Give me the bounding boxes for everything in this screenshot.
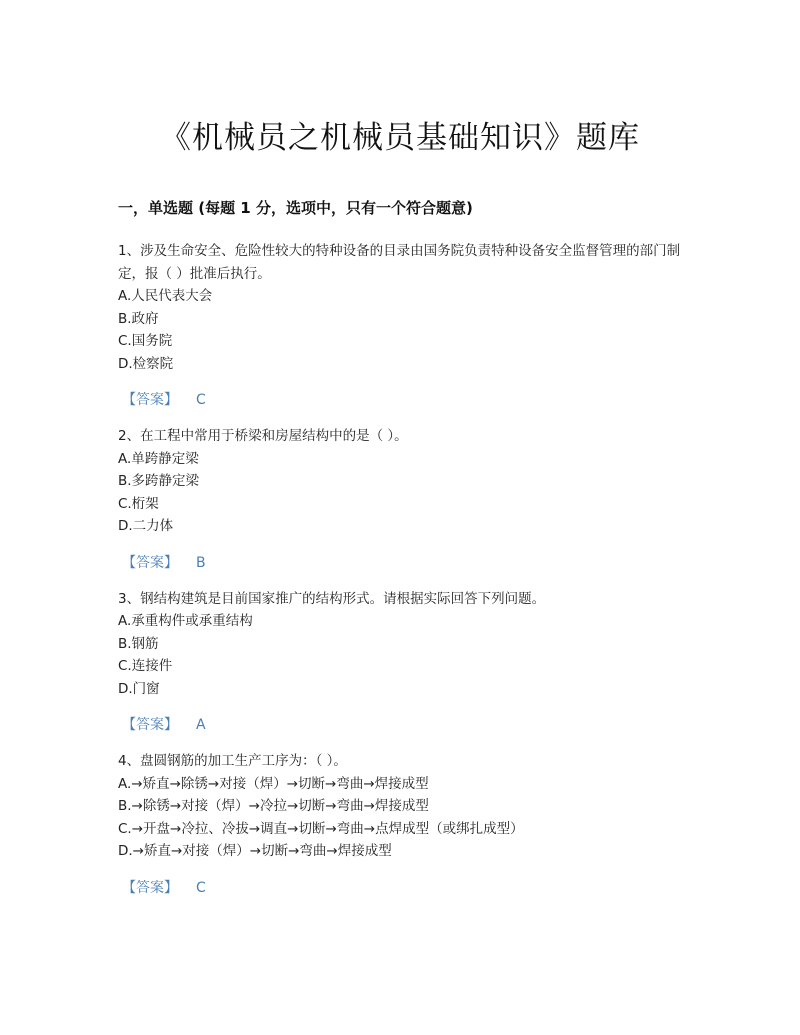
option-d: D.检察院	[118, 355, 174, 372]
question-stem: 1、涉及生命安全、危险性较大的特种设备的目录由国务院负责特种设备安全监督管理的部门制定，报（ ）批准后执行。	[118, 243, 681, 282]
answer-line	[118, 389, 688, 411]
question-list	[118, 240, 688, 913]
answer-label: 【答案】	[122, 717, 178, 733]
question-4	[118, 750, 688, 899]
answer-value: C	[196, 392, 206, 408]
option-d: D.二力体	[118, 518, 174, 534]
answer-line	[118, 714, 688, 736]
answer-value: B	[196, 554, 206, 571]
option-c: C.→开盘→冷拉、冷拔→调直→切断→弯曲→点焊成型（或绑扎成型）	[118, 820, 524, 837]
option-d: D.门窗	[118, 680, 160, 697]
option-a: A.人民代表大会	[118, 288, 213, 304]
answer-value: A	[196, 717, 206, 733]
option-c: C.桁架	[118, 495, 159, 512]
option-b: B.政府	[118, 310, 159, 327]
answer-label: 【答案】	[122, 879, 178, 896]
option-b: B.多跨静定梁	[118, 473, 200, 489]
option-c: C.国务院	[118, 333, 173, 349]
answer-value: C	[196, 879, 206, 896]
question-stem: 3、钢结构建筑是目前国家推广的结构形式。请根据实际回答下列问题。	[118, 590, 546, 607]
question-1	[118, 240, 688, 411]
answer-line	[118, 552, 688, 574]
question-3	[118, 588, 688, 737]
option-b: B.钢筋	[118, 635, 159, 652]
option-b: B.→除锈→对接（焊）→冷拉→切断→弯曲→焊接成型	[118, 798, 429, 814]
document-title: 《机械员之机械员基础知识》题库	[160, 120, 640, 156]
option-a: A.承重构件或承重结构	[118, 613, 253, 629]
question-stem: 4、盘圆钢筋的加工生产工序为：（ ）。	[118, 753, 347, 769]
option-c: C.连接件	[118, 658, 173, 674]
option-d: D.→矫直→对接（焊）→切断→弯曲→焊接成型	[118, 843, 392, 859]
option-a: A.→矫直→除锈→对接（焊）→切断→弯曲→焊接成型	[118, 775, 429, 792]
option-a: A.单跨静定梁	[118, 450, 199, 467]
question-2	[118, 425, 688, 574]
answer-line	[118, 877, 688, 899]
answer-label: 【答案】	[122, 392, 178, 408]
section-heading: 一，单选题 (每题 1 分，选项中，只有一个符合题意)	[118, 199, 473, 217]
question-stem: 2、在工程中常用于桥梁和房屋结构中的是（ ）。	[118, 428, 408, 444]
answer-label: 【答案】	[122, 554, 178, 571]
